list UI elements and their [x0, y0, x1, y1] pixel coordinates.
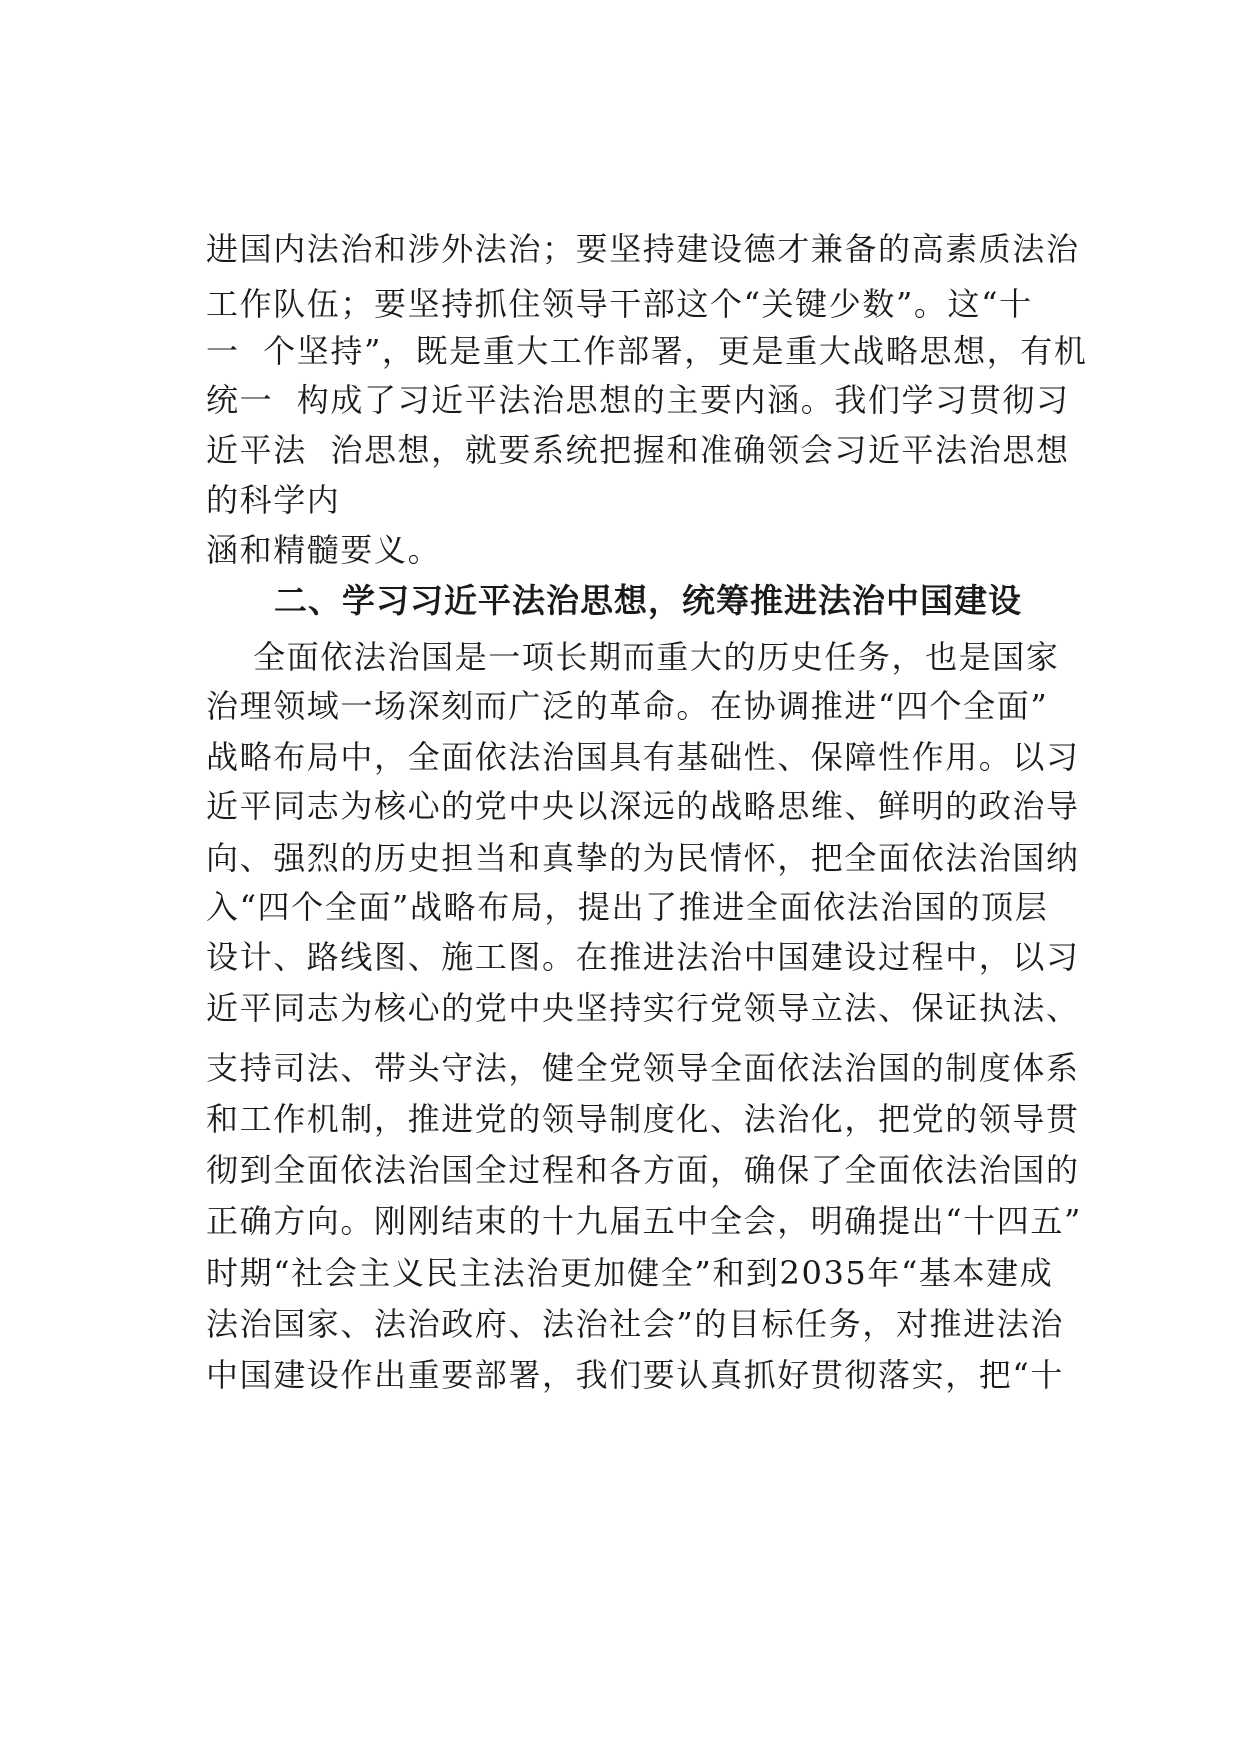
paragraph-line: 统一 构成了习近平法治思想的主要内涵。我们学习贯彻习 [206, 381, 1070, 419]
section-heading: 二、学习习近平法治思想，统筹推进法治中国建设 [274, 581, 1022, 620]
paragraph-line: 入“四个全面”战略布局，提出了推进全面依法治国的顶层 [206, 888, 1049, 926]
paragraph-line: 治理领域一场深刻而广泛的革命。在协调推进“四个全面” [206, 687, 1049, 725]
paragraph-line: 近平同志为核心的党中央坚持实行党领导立法、保证执法、 [206, 989, 1080, 1027]
paragraph-line: 时期“社会主义民主法治更加健全”和到2035年“基本建成 [206, 1254, 1054, 1292]
paragraph-line: 设计、路线图、施工图。在推进法治中国建设过程中，以习 [206, 938, 1080, 976]
paragraph-line: 正确方向。刚刚结束的十九届五中全会，明确提出“十四五” [206, 1202, 1082, 1240]
paragraph-line: 支持司法、带头守法，健全党领导全面依法治国的制度体系 [206, 1049, 1080, 1087]
paragraph-line: 战略布局中，全面依法治国具有基础性、保障性作用。以习 [206, 738, 1080, 776]
paragraph-line: 法治国家、法治政府、法治社会”的目标任务，对推进法治 [206, 1305, 1064, 1343]
paragraph-line: 近平同志为核心的党中央以深远的战略思维、鲜明的政治导 [206, 787, 1080, 825]
paragraph-line: 一 个坚持”，既是重大工作部署，更是重大战略思想，有机 [206, 332, 1088, 370]
paragraph-line: 和工作机制，推进党的领导制度化、法治化，把党的领导贯 [206, 1100, 1080, 1138]
paragraph-line: 中国建设作出重要部署，我们要认真抓好贯彻落实，把“十 [206, 1356, 1064, 1394]
paragraph-line: 的科学内 [206, 481, 341, 519]
paragraph-line: 向、强烈的历史担当和真挚的为民情怀，把全面依法治国纳 [206, 839, 1080, 877]
paragraph-line: 进国内法治和涉外法治；要坚持建设德才兼备的高素质法治 [206, 230, 1080, 268]
paragraph-line: 涵和精髓要义。 [206, 531, 442, 569]
paragraph-line: 工作队伍；要坚持抓住领导干部这个“关键少数”。这“十 [206, 285, 1033, 323]
paragraph-line: 全面依法治国是一项长期而重大的历史任务，也是国家 [206, 638, 1060, 676]
paragraph-line: 彻到全面依法治国全过程和各方面，确保了全面依法治国的 [206, 1151, 1080, 1189]
paragraph-line: 近平法 治思想，就要系统把握和准确领会习近平法治思想 [206, 431, 1070, 469]
